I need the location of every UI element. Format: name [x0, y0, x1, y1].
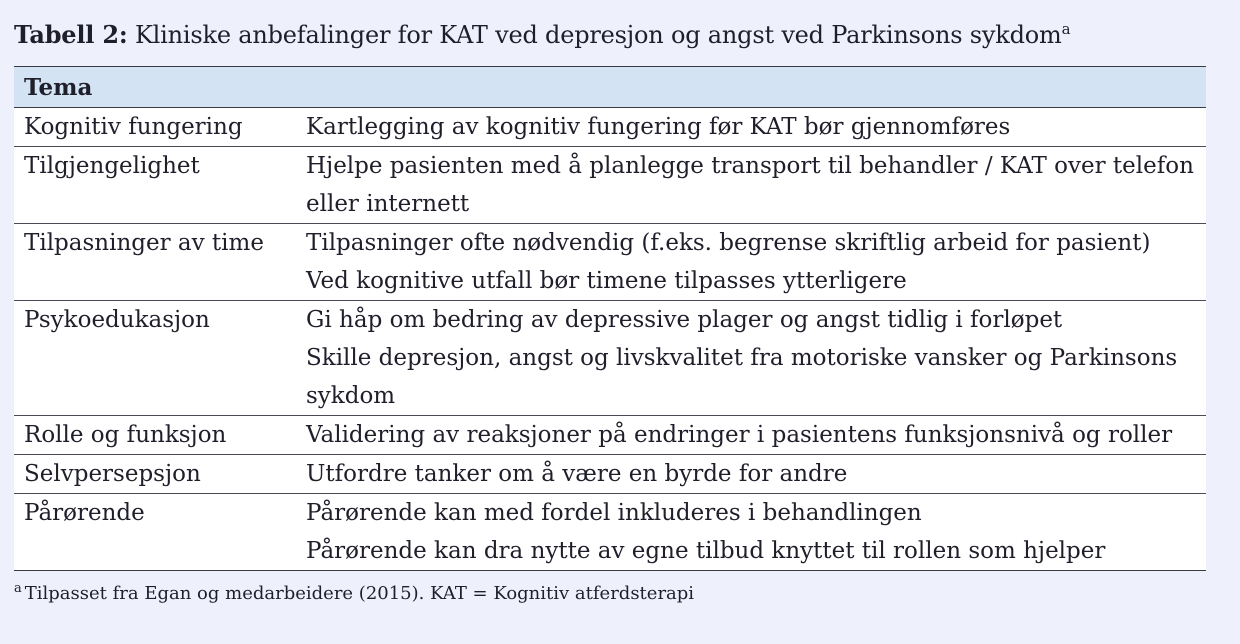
table-row: [14, 147, 1206, 224]
topic-cell: Selvpersepsjon: [14, 455, 296, 494]
caption-footnote-marker: a: [1061, 20, 1071, 38]
recommendation-line: Validering av reaksjoner på endringer i pasientens funksjonsnivå og roller: [306, 422, 1173, 448]
table-row: [14, 108, 1206, 147]
footnote-marker: a: [14, 581, 22, 596]
table-row: [14, 494, 1206, 571]
recommendation-cell: [296, 108, 1206, 147]
table-row: [14, 224, 1206, 301]
topic-cell: Tilpasninger av time: [14, 224, 296, 301]
recommendation-cell: [296, 416, 1206, 455]
recommendation-cell: [296, 455, 1206, 494]
topic-cell: Tilgjengelighet: [14, 147, 296, 224]
recommendation-cell: [296, 301, 1206, 416]
recommendation-line: Pårørende kan med fordel inkluderes i behandlingen: [306, 500, 922, 526]
recommendation-line: Hjelpe pasienten med å planlegge transport til behandler / KAT over telefon eller internett: [306, 153, 1194, 217]
recommendation-line: Tilpasninger ofte nødvendig (f.eks. begrense skriftlig arbeid for pasient): [306, 230, 1151, 256]
topic-cell: Rolle og funksjon: [14, 416, 296, 455]
table-row: [14, 301, 1206, 416]
table-row: [14, 455, 1206, 494]
recommendation-line: Pårørende kan dra nytte av egne tilbud knyttet til rollen som hjelper: [306, 538, 1106, 564]
recommendation-line: Skille depresjon, angst og livskvalitet fra motoriske vansker og Parkinsons sykdom: [306, 345, 1178, 409]
recommendation-cell: [296, 224, 1206, 301]
recommendation-line: Utfordre tanker om å være en byrde for andre: [306, 461, 848, 487]
table-caption: [14, 20, 1070, 49]
footnote-text: Tilpasset fra Egan og medarbeidere (2015). KAT = Kognitiv atferdsterapi: [24, 583, 695, 604]
caption-text: Kliniske anbefalinger for KAT ved depresjon og angst ved Parkinsons sykdom: [134, 21, 1062, 49]
caption-label: Tabell 2:: [14, 20, 128, 49]
table-footnote: [14, 583, 694, 604]
topic-cell: Kognitiv fungering: [14, 108, 296, 147]
recommendation-cell: [296, 147, 1206, 224]
table-header-tema: Tema: [14, 67, 1206, 108]
recommendation-line: Ved kognitive utfall bør timene tilpasses ytterligere: [306, 268, 907, 294]
table-row: [14, 416, 1206, 455]
topic-cell: Psykoedukasjon: [14, 301, 296, 416]
recommendation-line: Kartlegging av kognitiv fungering før KAT bør gjennomføres: [306, 114, 1011, 140]
recommendation-cell: [296, 494, 1206, 571]
recommendations-table: [14, 66, 1206, 571]
topic-cell: Pårørende: [24, 500, 145, 526]
table-body: [14, 108, 1206, 571]
table-header-row: [14, 67, 1206, 108]
recommendation-line: Gi håp om bedring av depressive plager og angst tidlig i forløpet: [306, 307, 1063, 333]
